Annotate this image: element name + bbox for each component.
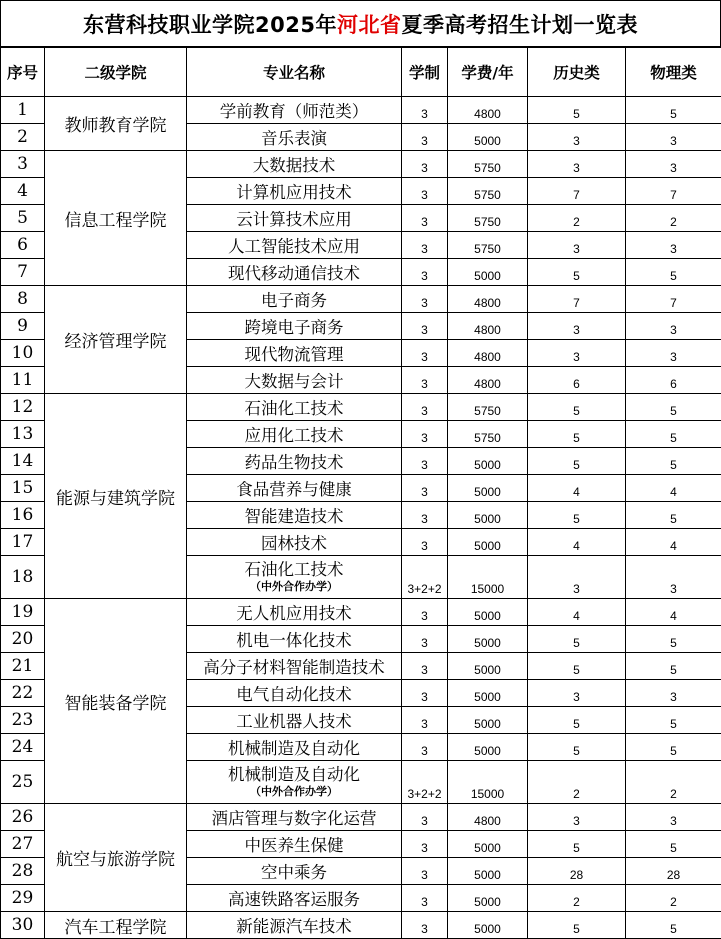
program-years: 3 bbox=[402, 232, 448, 259]
major-name: 高分子材料智能制造技术 bbox=[187, 653, 402, 680]
history-quota: 5 bbox=[528, 831, 626, 858]
program-years: 3+2+2 bbox=[402, 761, 448, 804]
row-number: 4 bbox=[1, 178, 45, 205]
enrollment-plan-table bbox=[0, 47, 721, 939]
program-years: 3 bbox=[402, 653, 448, 680]
history-quota: 5 bbox=[528, 421, 626, 448]
physics-quota: 3 bbox=[626, 680, 721, 707]
history-quota: 3 bbox=[528, 556, 626, 599]
program-years: 3 bbox=[402, 734, 448, 761]
physics-quota: 5 bbox=[626, 394, 721, 421]
tuition-fee: 5000 bbox=[448, 885, 528, 912]
page-title bbox=[0, 0, 721, 47]
major-name: 电子商务 bbox=[187, 286, 402, 313]
tuition-fee: 4800 bbox=[448, 340, 528, 367]
row-number: 26 bbox=[1, 804, 45, 831]
program-years: 3 bbox=[402, 502, 448, 529]
major-name: 酒店管理与数字化运营 bbox=[187, 804, 402, 831]
table-row bbox=[1, 912, 721, 939]
major-name: 机械制造及自动化 bbox=[187, 734, 402, 761]
history-quota: 5 bbox=[528, 912, 626, 939]
physics-quota: 5 bbox=[626, 912, 721, 939]
physics-quota: 3 bbox=[626, 313, 721, 340]
history-quota: 6 bbox=[528, 367, 626, 394]
physics-quota: 6 bbox=[626, 367, 721, 394]
header-no: 序号 bbox=[1, 48, 45, 97]
major-name-cell bbox=[187, 761, 402, 804]
tuition-fee: 5750 bbox=[448, 178, 528, 205]
tuition-fee: 5000 bbox=[448, 680, 528, 707]
physics-quota: 3 bbox=[626, 556, 721, 599]
row-number: 21 bbox=[1, 653, 45, 680]
major-name: 食品营养与健康 bbox=[187, 475, 402, 502]
history-quota: 3 bbox=[528, 680, 626, 707]
history-quota: 5 bbox=[528, 626, 626, 653]
history-quota: 3 bbox=[528, 804, 626, 831]
program-years: 3 bbox=[402, 804, 448, 831]
table-body bbox=[1, 97, 721, 939]
program-years: 3 bbox=[402, 529, 448, 556]
physics-quota: 5 bbox=[626, 831, 721, 858]
table-row bbox=[1, 804, 721, 831]
row-number: 12 bbox=[1, 394, 45, 421]
header-row bbox=[1, 48, 721, 97]
major-name: 高速铁路客运服务 bbox=[187, 885, 402, 912]
program-years: 3 bbox=[402, 259, 448, 286]
program-years: 3 bbox=[402, 286, 448, 313]
header-fee: 学费/年 bbox=[448, 48, 528, 97]
major-name: 药品生物技术 bbox=[187, 448, 402, 475]
program-years: 3 bbox=[402, 831, 448, 858]
row-number: 9 bbox=[1, 313, 45, 340]
history-quota: 7 bbox=[528, 286, 626, 313]
tuition-fee: 5750 bbox=[448, 394, 528, 421]
tuition-fee: 5000 bbox=[448, 912, 528, 939]
physics-quota: 5 bbox=[626, 707, 721, 734]
physics-quota: 5 bbox=[626, 421, 721, 448]
major-name: 石油化工技术 bbox=[187, 560, 401, 579]
major-name: 电气自动化技术 bbox=[187, 680, 402, 707]
history-quota: 3 bbox=[528, 313, 626, 340]
table-row bbox=[1, 599, 721, 626]
major-name: 工业机器人技术 bbox=[187, 707, 402, 734]
table-row bbox=[1, 286, 721, 313]
history-quota: 5 bbox=[528, 97, 626, 124]
program-years: 3 bbox=[402, 205, 448, 232]
history-quota: 28 bbox=[528, 858, 626, 885]
history-quota: 2 bbox=[528, 761, 626, 804]
major-name: 应用化工技术 bbox=[187, 421, 402, 448]
history-quota: 5 bbox=[528, 448, 626, 475]
physics-quota: 4 bbox=[626, 599, 721, 626]
tuition-fee: 4800 bbox=[448, 367, 528, 394]
physics-quota: 7 bbox=[626, 178, 721, 205]
header-physics: 物理类 bbox=[626, 48, 721, 97]
physics-quota: 5 bbox=[626, 653, 721, 680]
row-number: 11 bbox=[1, 367, 45, 394]
tuition-fee: 5750 bbox=[448, 232, 528, 259]
tuition-fee: 5000 bbox=[448, 529, 528, 556]
program-years: 3 bbox=[402, 858, 448, 885]
tuition-fee: 4800 bbox=[448, 313, 528, 340]
title-suffix: 夏季高考招生计划一览表 bbox=[401, 9, 638, 39]
major-name: 现代移动通信技术 bbox=[187, 259, 402, 286]
college-name: 教师教育学院 bbox=[45, 97, 187, 151]
college-name: 信息工程学院 bbox=[45, 151, 187, 286]
row-number: 29 bbox=[1, 885, 45, 912]
tuition-fee: 5000 bbox=[448, 599, 528, 626]
program-years: 3 bbox=[402, 626, 448, 653]
row-number: 22 bbox=[1, 680, 45, 707]
tuition-fee: 5000 bbox=[448, 124, 528, 151]
tuition-fee: 5750 bbox=[448, 205, 528, 232]
major-name: 园林技术 bbox=[187, 529, 402, 556]
tuition-fee: 5750 bbox=[448, 151, 528, 178]
tuition-fee: 5000 bbox=[448, 831, 528, 858]
major-name: 新能源汽车技术 bbox=[187, 912, 402, 939]
major-note: （中外合作办学） bbox=[187, 579, 401, 595]
college-name: 智能装备学院 bbox=[45, 599, 187, 804]
history-quota: 4 bbox=[528, 475, 626, 502]
physics-quota: 4 bbox=[626, 529, 721, 556]
title-province: 河北省 bbox=[337, 9, 402, 39]
table-row bbox=[1, 97, 721, 124]
major-note: （中外合作办学） bbox=[187, 784, 401, 800]
tuition-fee: 5000 bbox=[448, 259, 528, 286]
history-quota: 5 bbox=[528, 259, 626, 286]
history-quota: 3 bbox=[528, 232, 626, 259]
row-number: 20 bbox=[1, 626, 45, 653]
row-number: 28 bbox=[1, 858, 45, 885]
program-years: 3 bbox=[402, 340, 448, 367]
header-major: 专业名称 bbox=[187, 48, 402, 97]
header-college: 二级学院 bbox=[45, 48, 187, 97]
table-row bbox=[1, 394, 721, 421]
row-number: 1 bbox=[1, 97, 45, 124]
physics-quota: 4 bbox=[626, 475, 721, 502]
row-number: 2 bbox=[1, 124, 45, 151]
tuition-fee: 5000 bbox=[448, 707, 528, 734]
history-quota: 4 bbox=[528, 529, 626, 556]
tuition-fee: 5000 bbox=[448, 653, 528, 680]
tuition-fee: 5000 bbox=[448, 858, 528, 885]
program-years: 3 bbox=[402, 475, 448, 502]
physics-quota: 2 bbox=[626, 761, 721, 804]
table-row bbox=[1, 151, 721, 178]
title-prefix: 东营科技职业学院2025年 bbox=[83, 9, 337, 39]
physics-quota: 3 bbox=[626, 232, 721, 259]
history-quota: 2 bbox=[528, 885, 626, 912]
tuition-fee: 4800 bbox=[448, 804, 528, 831]
major-name: 云计算技术应用 bbox=[187, 205, 402, 232]
row-number: 19 bbox=[1, 599, 45, 626]
program-years: 3 bbox=[402, 885, 448, 912]
program-years: 3 bbox=[402, 367, 448, 394]
program-years: 3 bbox=[402, 97, 448, 124]
history-quota: 3 bbox=[528, 340, 626, 367]
row-number: 3 bbox=[1, 151, 45, 178]
row-number: 5 bbox=[1, 205, 45, 232]
major-name: 学前教育（师范类） bbox=[187, 97, 402, 124]
major-name: 计算机应用技术 bbox=[187, 178, 402, 205]
tuition-fee: 15000 bbox=[448, 556, 528, 599]
physics-quota: 5 bbox=[626, 448, 721, 475]
tuition-fee: 5000 bbox=[448, 626, 528, 653]
program-years: 3 bbox=[402, 178, 448, 205]
row-number: 25 bbox=[1, 761, 45, 804]
row-number: 6 bbox=[1, 232, 45, 259]
header-history: 历史类 bbox=[528, 48, 626, 97]
major-name: 大数据技术 bbox=[187, 151, 402, 178]
college-name: 能源与建筑学院 bbox=[45, 394, 187, 599]
college-name: 经济管理学院 bbox=[45, 286, 187, 394]
program-years: 3 bbox=[402, 707, 448, 734]
major-name: 石油化工技术 bbox=[187, 394, 402, 421]
program-years: 3 bbox=[402, 421, 448, 448]
college-name: 汽车工程学院 bbox=[45, 912, 187, 939]
tuition-fee: 4800 bbox=[448, 97, 528, 124]
physics-quota: 2 bbox=[626, 885, 721, 912]
tuition-fee: 5000 bbox=[448, 448, 528, 475]
physics-quota: 7 bbox=[626, 286, 721, 313]
tuition-fee: 15000 bbox=[448, 761, 528, 804]
tuition-fee: 4800 bbox=[448, 286, 528, 313]
tuition-fee: 5000 bbox=[448, 734, 528, 761]
major-name: 大数据与会计 bbox=[187, 367, 402, 394]
row-number: 24 bbox=[1, 734, 45, 761]
major-name: 音乐表演 bbox=[187, 124, 402, 151]
physics-quota: 5 bbox=[626, 502, 721, 529]
tuition-fee: 5750 bbox=[448, 421, 528, 448]
history-quota: 3 bbox=[528, 124, 626, 151]
physics-quota: 2 bbox=[626, 205, 721, 232]
history-quota: 5 bbox=[528, 734, 626, 761]
row-number: 8 bbox=[1, 286, 45, 313]
history-quota: 7 bbox=[528, 178, 626, 205]
program-years: 3 bbox=[402, 151, 448, 178]
physics-quota: 3 bbox=[626, 151, 721, 178]
row-number: 23 bbox=[1, 707, 45, 734]
physics-quota: 5 bbox=[626, 97, 721, 124]
program-years: 3 bbox=[402, 313, 448, 340]
row-number: 15 bbox=[1, 475, 45, 502]
major-name: 现代物流管理 bbox=[187, 340, 402, 367]
history-quota: 5 bbox=[528, 394, 626, 421]
row-number: 7 bbox=[1, 259, 45, 286]
program-years: 3 bbox=[402, 448, 448, 475]
major-name: 人工智能技术应用 bbox=[187, 232, 402, 259]
tuition-fee: 5000 bbox=[448, 475, 528, 502]
physics-quota: 28 bbox=[626, 858, 721, 885]
college-name: 航空与旅游学院 bbox=[45, 804, 187, 912]
physics-quota: 3 bbox=[626, 124, 721, 151]
major-name: 机械制造及自动化 bbox=[187, 765, 401, 784]
history-quota: 5 bbox=[528, 707, 626, 734]
physics-quota: 3 bbox=[626, 340, 721, 367]
row-number: 18 bbox=[1, 556, 45, 599]
program-years: 3 bbox=[402, 124, 448, 151]
major-name: 无人机应用技术 bbox=[187, 599, 402, 626]
row-number: 10 bbox=[1, 340, 45, 367]
physics-quota: 5 bbox=[626, 734, 721, 761]
row-number: 27 bbox=[1, 831, 45, 858]
program-years: 3 bbox=[402, 394, 448, 421]
history-quota: 2 bbox=[528, 205, 626, 232]
major-name: 机电一体化技术 bbox=[187, 626, 402, 653]
header-years: 学制 bbox=[402, 48, 448, 97]
major-name: 跨境电子商务 bbox=[187, 313, 402, 340]
physics-quota: 3 bbox=[626, 804, 721, 831]
history-quota: 4 bbox=[528, 599, 626, 626]
program-years: 3 bbox=[402, 680, 448, 707]
major-name: 中医养生保健 bbox=[187, 831, 402, 858]
row-number: 30 bbox=[1, 912, 45, 939]
program-years: 3 bbox=[402, 599, 448, 626]
program-years: 3+2+2 bbox=[402, 556, 448, 599]
history-quota: 3 bbox=[528, 151, 626, 178]
physics-quota: 5 bbox=[626, 626, 721, 653]
program-years: 3 bbox=[402, 912, 448, 939]
row-number: 17 bbox=[1, 529, 45, 556]
row-number: 13 bbox=[1, 421, 45, 448]
history-quota: 5 bbox=[528, 653, 626, 680]
row-number: 14 bbox=[1, 448, 45, 475]
row-number: 16 bbox=[1, 502, 45, 529]
major-name-cell bbox=[187, 556, 402, 599]
physics-quota: 5 bbox=[626, 259, 721, 286]
history-quota: 5 bbox=[528, 502, 626, 529]
major-name: 空中乘务 bbox=[187, 858, 402, 885]
tuition-fee: 5000 bbox=[448, 502, 528, 529]
major-name: 智能建造技术 bbox=[187, 502, 402, 529]
